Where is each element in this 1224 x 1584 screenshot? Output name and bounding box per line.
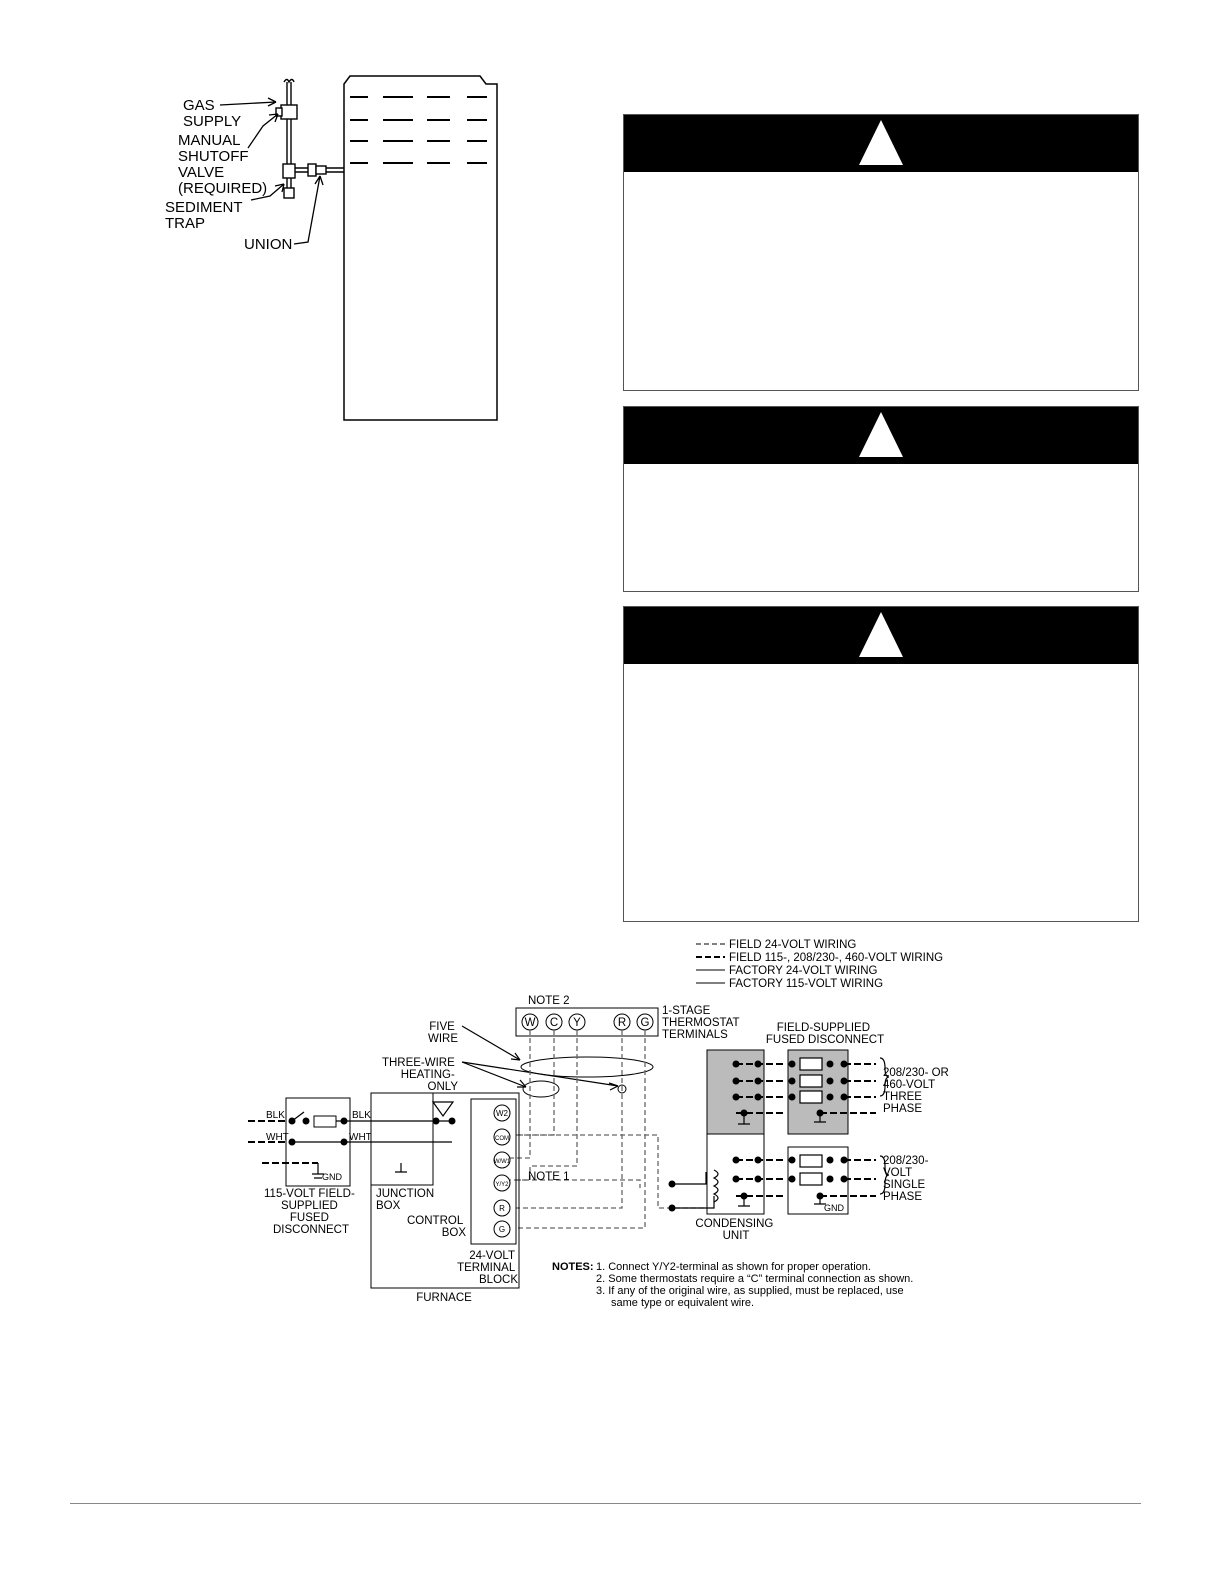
- notes-text: 1. Connect Y/Y2-terminal as shown for proper operation. 2. Some thermostats require a “C” terminal connection as shown. 3. If any of the original wire, as supplied, must be replaced, use same type or equivalent wire.: [596, 1261, 914, 1309]
- control-box-label: CONTROL BOX: [406, 1215, 466, 1239]
- gnd-label: GND: [322, 1172, 342, 1182]
- warning-box-1: [623, 114, 1139, 391]
- warning-header: [624, 115, 1138, 172]
- wht-wire-label-2: WHT: [349, 1132, 372, 1143]
- thermostat-terminal-g: G: [640, 1017, 650, 1029]
- thermostat: [516, 995, 743, 1041]
- condensing-unit-label: CONDENSING UNIT: [695, 1218, 774, 1242]
- svg-text:W/W1: W/W1: [493, 1159, 511, 1165]
- gas-supply-label: GAS SUPPLY: [183, 97, 242, 130]
- svg-text:R: R: [499, 1204, 505, 1213]
- gnd-label-condenser: GND: [824, 1203, 844, 1213]
- legend-factory-24v: FACTORY 24-VOLT WIRING: [729, 965, 878, 977]
- legend-factory-115v: FACTORY 115-VOLT WIRING: [729, 978, 884, 990]
- warning-triangle-icon: [859, 120, 903, 165]
- warning-triangle-icon: [859, 412, 903, 457]
- warning-header: [624, 607, 1138, 664]
- thermostat-terminal-y: Y: [573, 1017, 581, 1029]
- notes-heading: NOTES:: [552, 1261, 594, 1273]
- gas-pipe: [276, 80, 344, 199]
- furnace-cabinet: [344, 76, 497, 420]
- three-wire-label: THREE-WIRE HEATING- ONLY: [381, 1057, 458, 1093]
- footer-rule: [70, 1503, 1141, 1504]
- terminal-block: [471, 1099, 516, 1244]
- blk-wire-label-2: BLK: [352, 1110, 371, 1121]
- terminal-block-label: 24-VOLT TERMINAL BLOCK: [457, 1250, 518, 1286]
- three-phase-label: 208/230- OR 460-VOLT THREE PHASE: [883, 1067, 949, 1115]
- sediment-trap-label: SEDIMENT TRAP: [165, 199, 243, 232]
- thermostat-terminal-c: C: [549, 1017, 559, 1029]
- wiring-diagram: [0, 930, 1224, 1330]
- warning-box-2: [623, 406, 1139, 592]
- wiring-legend: [696, 939, 943, 990]
- terminal-block-terminals: [494, 1105, 511, 1237]
- union-label: UNION: [244, 236, 293, 253]
- warning-box-3: [623, 606, 1139, 922]
- thermostat-terminal-w: W: [524, 1017, 536, 1029]
- field-fused-disconnect-label: FIELD-SUPPLIED FUSED DISCONNECT: [765, 1022, 885, 1046]
- gas-piping-figure: [150, 70, 520, 430]
- condensing-unit-single-phase: [707, 1134, 764, 1214]
- single-phase-label: 208/230- VOLT SINGLE PHASE: [883, 1155, 929, 1203]
- svg-text:G: G: [498, 1225, 506, 1234]
- svg-text:W2: W2: [496, 1109, 508, 1118]
- warning-triangle-icon: [859, 612, 903, 657]
- note2-label: NOTE 2: [528, 995, 570, 1007]
- thermostat-label: 1-STAGE THERMOSTAT TERMINALS: [662, 1005, 740, 1041]
- warning-header: [624, 407, 1138, 464]
- disconnect-115v-label: 115-VOLT FIELD- SUPPLIED FUSED DISCONNECT: [264, 1188, 355, 1236]
- thermostat-terminal-r: R: [617, 1017, 627, 1029]
- furnace-label: FURNACE: [416, 1292, 472, 1304]
- svg-text:Y/Y2: Y/Y2: [495, 1182, 509, 1188]
- wht-wire-label: WHT: [266, 1132, 289, 1143]
- manual-shutoff-label: MANUAL SHUTOFF VALVE (REQUIRED): [178, 132, 268, 197]
- legend-field-line-voltage: FIELD 115-, 208/230-, 460-VOLT WIRING: [729, 952, 944, 964]
- junction-box: [371, 1093, 433, 1185]
- note1-label: NOTE 1: [528, 1171, 570, 1183]
- junction-box-label: JUNCTION BOX: [376, 1188, 435, 1212]
- five-wire-label: FIVE WIRE: [427, 1021, 458, 1045]
- legend-field-24v: FIELD 24-VOLT WIRING: [729, 939, 857, 951]
- svg-text:COM: COM: [495, 1136, 509, 1142]
- blk-wire-label: BLK: [266, 1110, 285, 1121]
